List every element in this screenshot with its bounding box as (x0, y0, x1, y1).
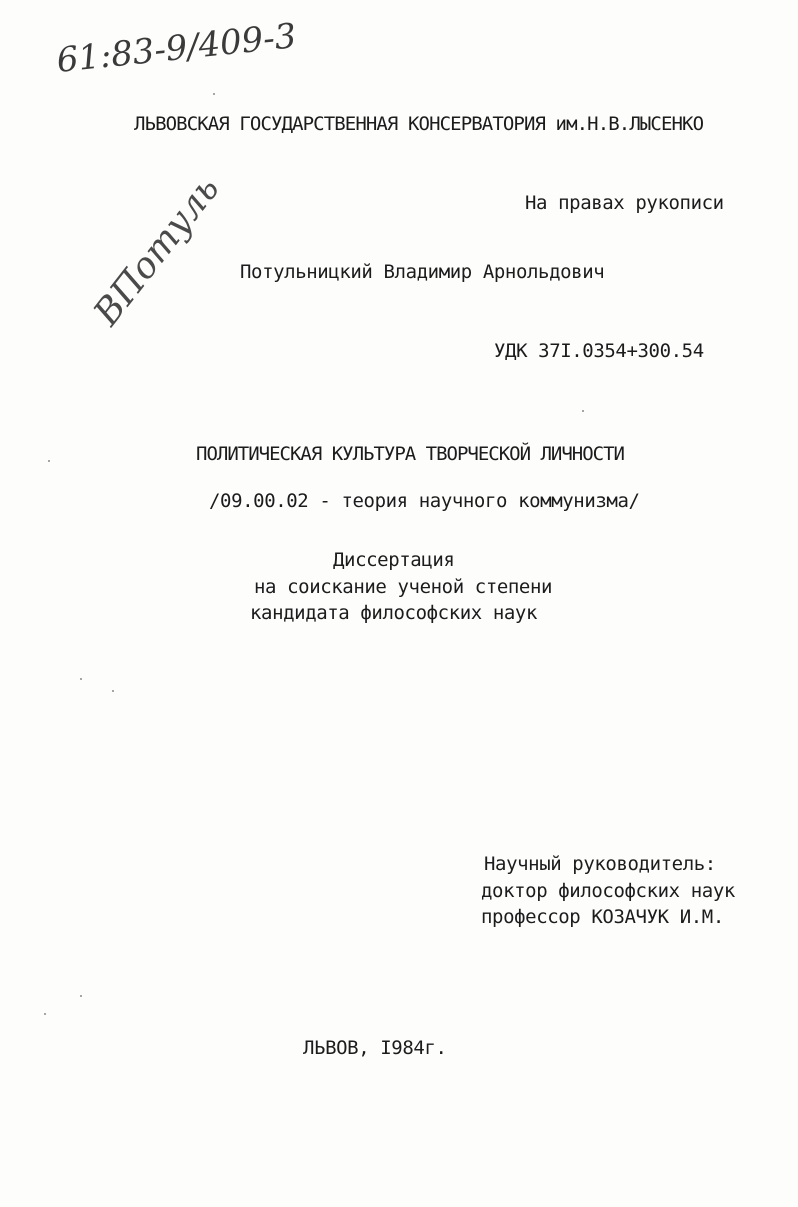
specialty-code: /09.00.02 - теория научного коммунизма/ (209, 490, 640, 512)
manuscript-rights-note: На правах рукописи (525, 192, 724, 214)
city-year: ЛЬВОВ, I984г. (303, 1037, 447, 1059)
advisor-degree: доктор философских наук (481, 880, 735, 902)
degree-line-1: Диссертация (333, 549, 455, 571)
author-name: Потульницкий Владимир Арнольдович (240, 261, 605, 283)
svg-text:ВПотуль: ВПотуль (86, 168, 228, 334)
handwritten-archive-code (52, 12, 299, 82)
thesis-title: ПОЛИТИЧЕСКАЯ КУЛЬТУРА ТВОРЧЕСКОЙ ЛИЧНОСТИ (196, 443, 624, 465)
advisor-name: профессор КОЗАЧУК И.М. (481, 906, 724, 928)
udc-code: УДК 37I.0354+300.54 (494, 340, 704, 362)
degree-line-2: на соискание ученой степени (254, 576, 553, 598)
scan-speck (112, 690, 114, 692)
scan-speck (213, 93, 215, 95)
scan-speck (80, 678, 82, 680)
degree-line-3: кандидата философских наук (250, 602, 538, 624)
scan-speck (80, 995, 82, 997)
svg-text:61:83-9/409-3: 61:83-9/409-3 (54, 16, 299, 82)
scan-speck (44, 1013, 46, 1015)
institution-name: ЛЬВОВСКАЯ ГОСУДАРСТВЕННАЯ КОНСЕРВАТОРИЯ им.Н.В.ЛЫСЕНКО (134, 113, 704, 135)
author-signature (86, 168, 228, 334)
advisor-label: Научный руководитель: (484, 853, 716, 875)
scan-speck (48, 460, 50, 462)
scan-speck (582, 410, 584, 412)
